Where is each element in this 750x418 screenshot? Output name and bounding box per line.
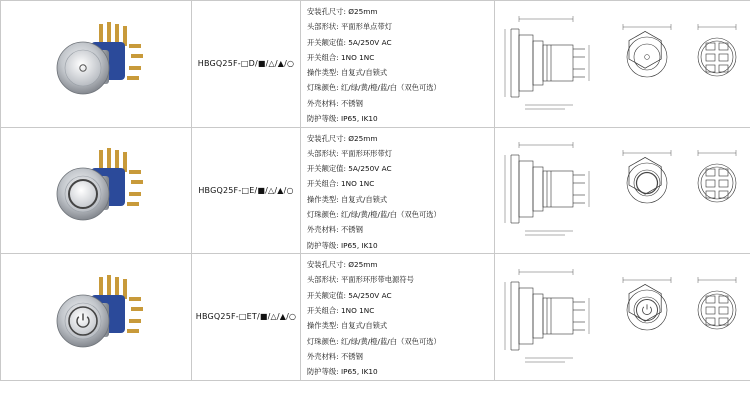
spec-list — [307, 254, 494, 379]
product-row-3 — [1, 254, 750, 381]
spec-label: 头部形状: — [307, 275, 339, 285]
push-button-switch-photo — [41, 267, 151, 367]
spec-line — [307, 4, 494, 19]
spec-value: 红/绿/黄/橙/蓝/白（双色可选） — [340, 83, 441, 93]
spec-label: 开关组合: — [307, 306, 339, 316]
spec-value: 平面形单点带灯 — [340, 22, 393, 32]
technical-drawing-cell — [495, 254, 750, 381]
rear-view-drawing — [698, 277, 736, 329]
terminal-pin — [127, 76, 139, 80]
terminal-pin — [129, 170, 141, 174]
spec-value: Ø25mm — [348, 133, 378, 143]
push-button-switch-photo — [41, 140, 151, 240]
spec-label: 灯珠颜色: — [307, 83, 339, 93]
spec-line — [307, 19, 494, 34]
spec-label: 操作类型: — [307, 194, 339, 204]
spec-value: 红/绿/黄/橙/蓝/白（双色可选） — [340, 336, 441, 346]
spec-value: 5A/250V AC — [348, 164, 392, 174]
spec-value: Ø25mm — [348, 260, 378, 270]
spec-line — [307, 35, 494, 50]
front-view-drawing — [623, 277, 671, 330]
product-row-2 — [1, 127, 750, 254]
spec-value: 不锈钢 — [340, 225, 363, 235]
technical-drawing — [495, 5, 750, 123]
terminal-pin — [131, 54, 143, 58]
terminal-pin — [129, 319, 141, 323]
spec-value: 1NO 1NC — [340, 179, 375, 189]
spec-label: 外壳材料: — [307, 98, 339, 108]
spec-list-cell — [301, 127, 495, 254]
terminal-pin — [127, 329, 139, 333]
technical-drawing — [495, 258, 750, 376]
terminal-pin — [129, 297, 141, 301]
spec-line — [307, 80, 494, 95]
terminal-pin — [127, 202, 139, 206]
spec-label: 开关额定值: — [307, 290, 346, 300]
technical-drawing — [495, 131, 750, 249]
spec-value: 5A/250V AC — [348, 290, 392, 300]
terminal-pin — [129, 44, 141, 48]
spec-label: 开关组合: — [307, 52, 339, 62]
front-view-drawing — [623, 150, 671, 203]
spec-line — [307, 349, 494, 364]
side-view-drawing — [505, 142, 589, 235]
terminal-pin — [115, 277, 119, 297]
spec-value: 自复式/自锁式 — [340, 68, 388, 78]
terminal-pin — [107, 275, 111, 295]
spec-line — [307, 318, 494, 333]
spec-line — [307, 272, 494, 287]
spec-label: 安装孔尺寸: — [307, 260, 346, 270]
button-face — [65, 303, 101, 339]
spec-label: 灯珠颜色: — [307, 210, 339, 220]
terminal-pin — [131, 307, 143, 311]
spec-list-cell — [301, 1, 495, 128]
product-row-1 — [1, 1, 750, 128]
spec-label: 头部形状: — [307, 148, 339, 158]
side-view-drawing — [505, 16, 589, 109]
spec-list — [307, 1, 494, 126]
model-number: HBGQ25F-□E/■/△/▲/○ — [198, 185, 294, 195]
spec-value: IP65, IK10 — [340, 114, 378, 124]
rear-view-drawing — [698, 150, 736, 202]
spec-line — [307, 238, 494, 253]
spec-label: 防护等级: — [307, 367, 339, 377]
spec-label: 外壳材料: — [307, 225, 339, 235]
terminal-pin — [99, 277, 103, 297]
spec-line — [307, 146, 494, 161]
terminal-pin — [107, 148, 111, 168]
spec-line — [307, 161, 494, 176]
spec-line — [307, 176, 494, 191]
model-number: HBGQ25F-□ET/■/△/▲/○ — [195, 312, 297, 322]
spec-list — [307, 128, 494, 253]
spec-line — [307, 96, 494, 111]
model-number: HBGQ25F-□D/■/△/▲/○ — [197, 59, 295, 69]
rear-view-drawing — [698, 24, 736, 76]
spec-line — [307, 364, 494, 379]
spec-list-cell — [301, 254, 495, 381]
spec-label: 操作类型: — [307, 321, 339, 331]
terminal-pin — [107, 22, 111, 42]
model-number-cell — [192, 1, 301, 128]
button-face — [65, 176, 101, 212]
spec-line — [307, 111, 494, 126]
technical-drawing-cell — [495, 127, 750, 254]
spec-value: 1NO 1NC — [340, 52, 375, 62]
spec-value: 1NO 1NC — [340, 306, 375, 316]
spec-line — [307, 222, 494, 237]
spec-label: 开关额定值: — [307, 164, 346, 174]
spec-line — [307, 50, 494, 65]
spec-line — [307, 288, 494, 303]
terminal-pin — [115, 150, 119, 170]
button-face — [65, 50, 101, 86]
spec-label: 防护等级: — [307, 240, 339, 250]
terminal-pin — [115, 24, 119, 44]
model-number-cell — [192, 254, 301, 381]
spec-line — [307, 303, 494, 318]
spec-label: 操作类型: — [307, 68, 339, 78]
spec-value: 平面形环形带灯 — [340, 148, 393, 158]
spec-line — [307, 192, 494, 207]
spec-label: 安装孔尺寸: — [307, 7, 346, 16]
spec-value: 5A/250V AC — [348, 37, 392, 47]
spec-value: 不锈钢 — [340, 98, 363, 108]
spec-label: 防护等级: — [307, 114, 339, 124]
spec-label: 安装孔尺寸: — [307, 133, 346, 143]
spec-line — [307, 207, 494, 222]
spec-line — [307, 334, 494, 349]
product-photo-cell — [1, 1, 192, 128]
spec-line — [307, 65, 494, 80]
side-view-drawing — [505, 269, 589, 362]
spec-value: 自复式/自锁式 — [340, 321, 388, 331]
spec-value: 自复式/自锁式 — [340, 194, 388, 204]
model-number-cell — [192, 127, 301, 254]
spec-value: IP65, IK10 — [340, 240, 378, 250]
spec-line — [307, 257, 494, 272]
spec-value: Ø25mm — [348, 7, 378, 16]
technical-drawing-cell — [495, 1, 750, 128]
spec-value: 不锈钢 — [340, 351, 363, 361]
product-photo-cell — [1, 254, 192, 381]
spec-value: 平面形环形带电源符号 — [340, 275, 414, 285]
terminal-pin — [131, 180, 143, 184]
spec-label: 灯珠颜色: — [307, 336, 339, 346]
front-view-drawing — [623, 24, 671, 77]
spec-label: 外壳材料: — [307, 351, 339, 361]
spec-value: IP65, IK10 — [340, 367, 378, 377]
terminal-pin — [99, 150, 103, 170]
spec-label: 开关组合: — [307, 179, 339, 189]
terminal-pin — [129, 66, 141, 70]
spec-label: 头部形状: — [307, 22, 339, 32]
terminal-pin — [99, 24, 103, 44]
spec-value: 红/绿/黄/橙/蓝/白（双色可选） — [340, 210, 441, 220]
spec-label: 开关额定值: — [307, 37, 346, 47]
product-photo-cell — [1, 127, 192, 254]
terminal-pin — [129, 192, 141, 196]
push-button-switch-photo — [41, 14, 151, 114]
spec-line — [307, 131, 494, 146]
